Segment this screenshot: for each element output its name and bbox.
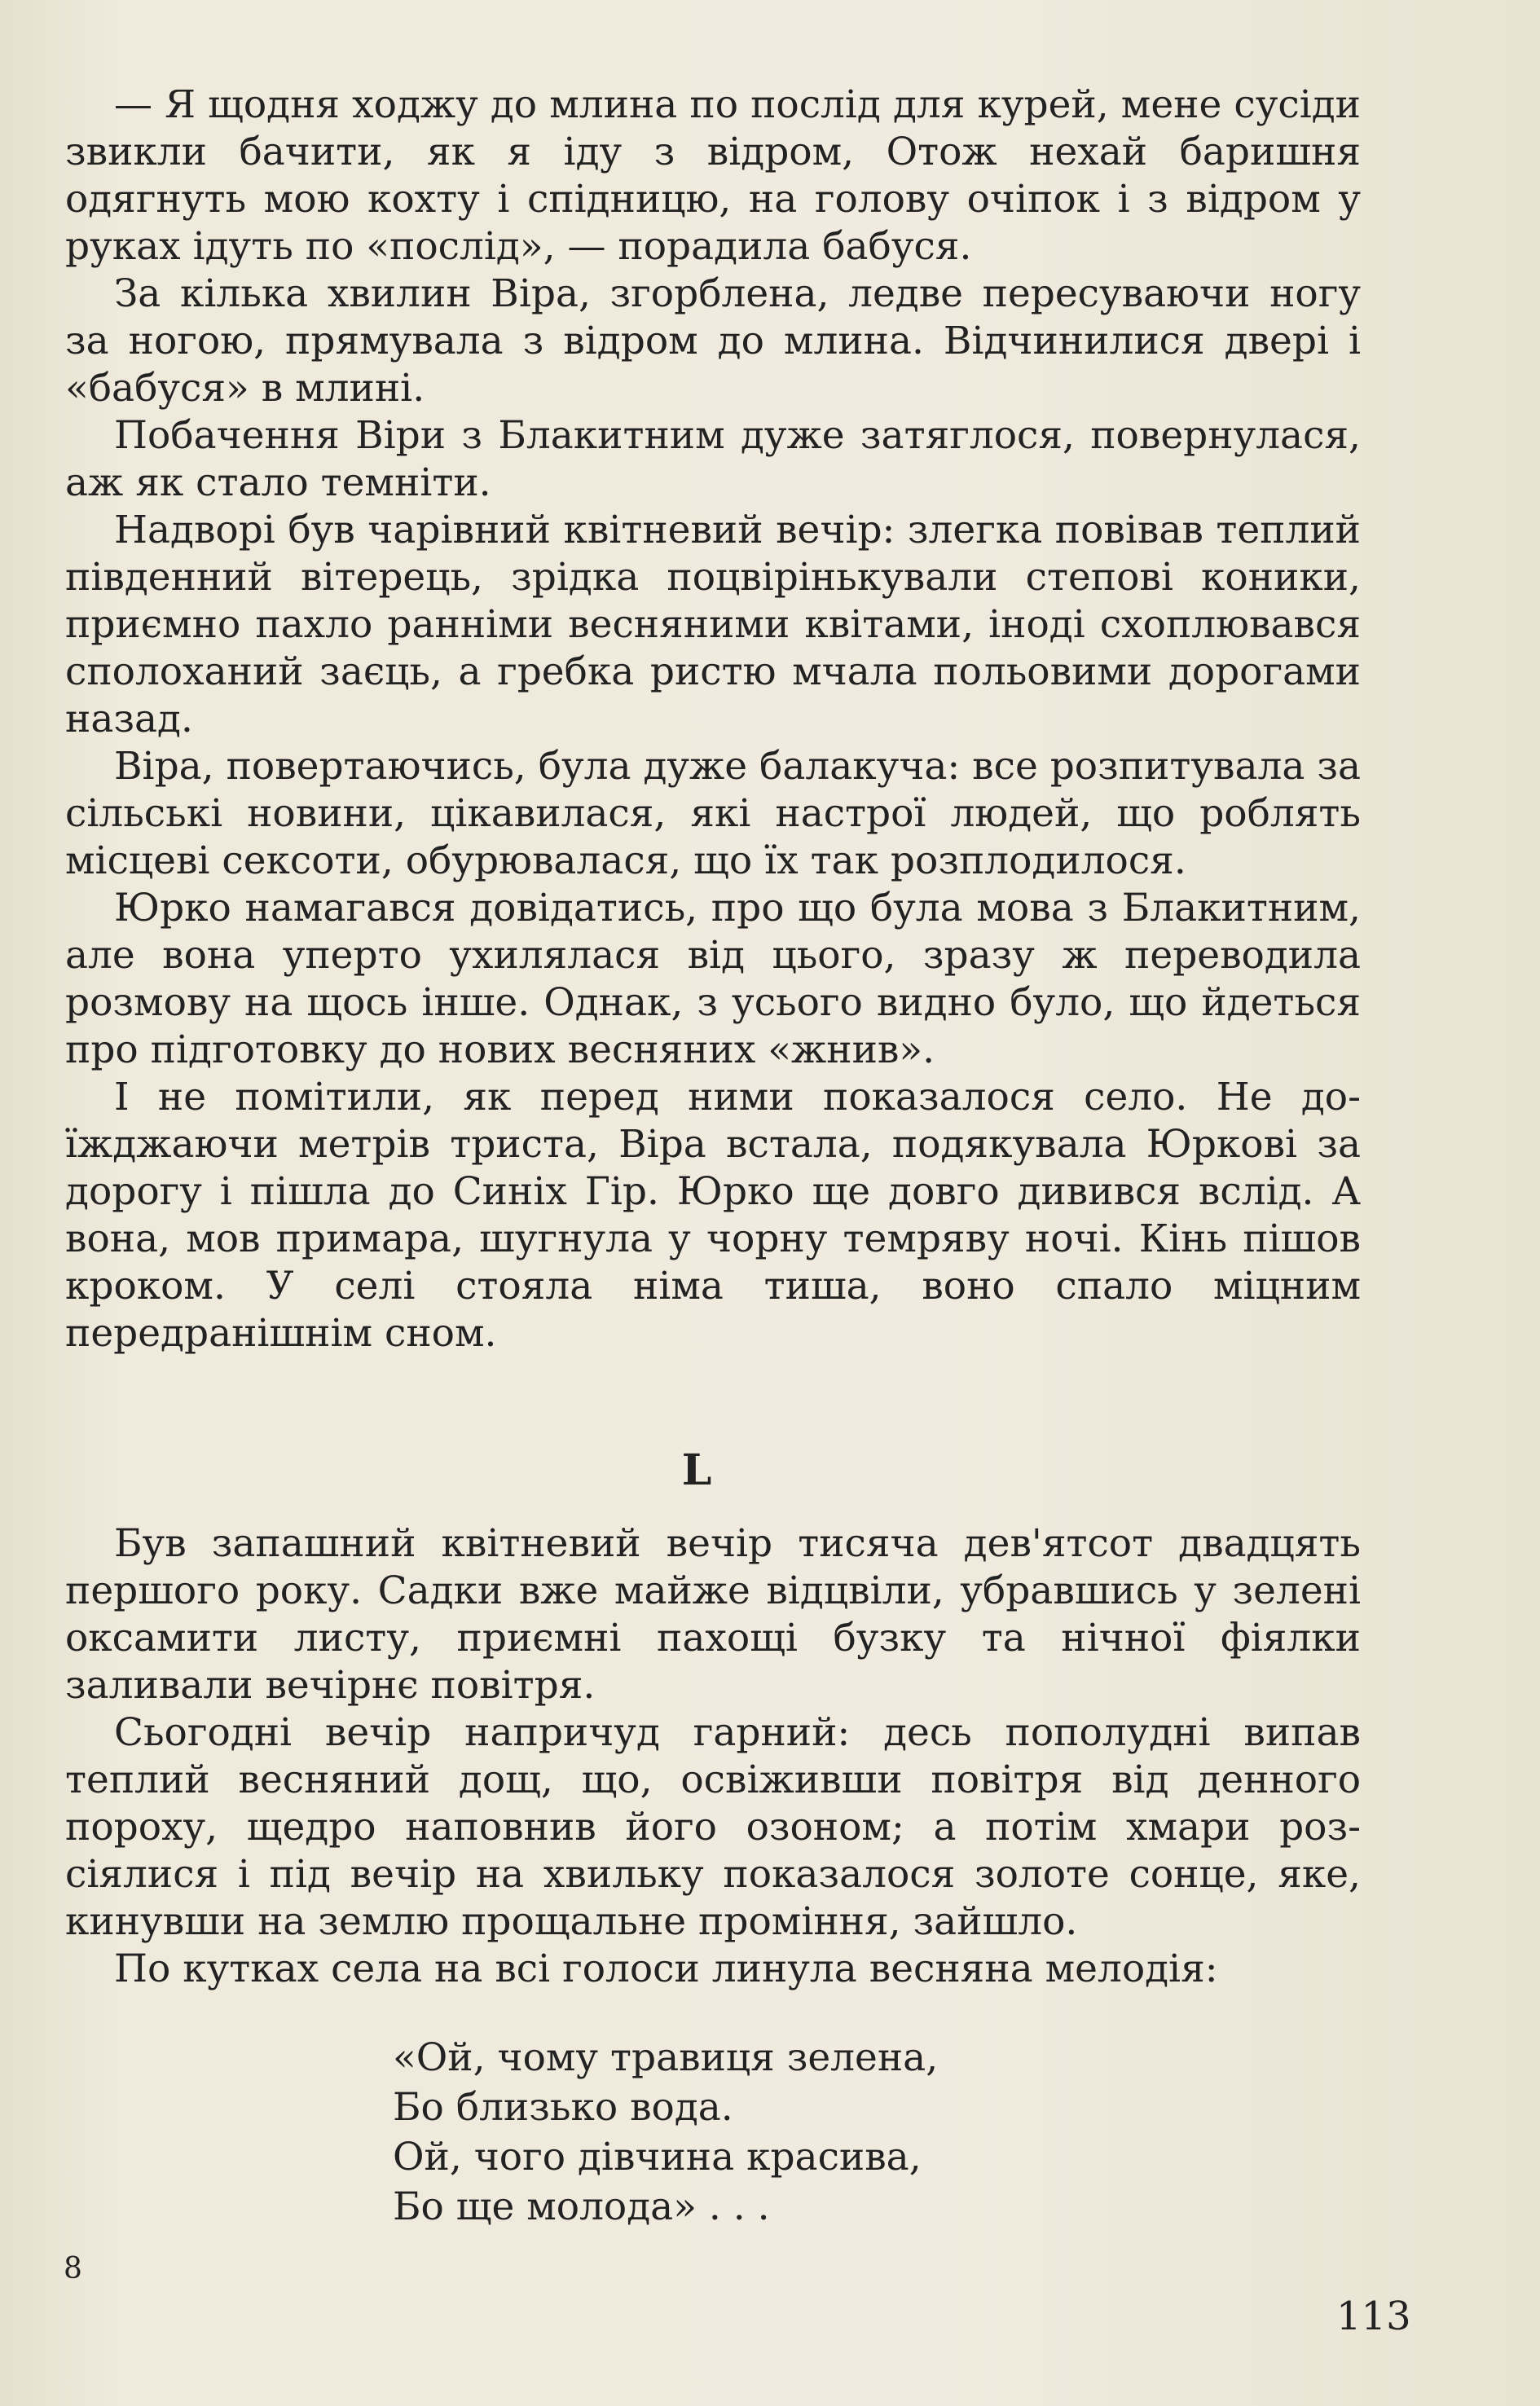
paragraph: Юрко намагався довідатись, про що була мова з Блакитним, але вона уперто ухилялася від цього, зразу ж переводила розмову на щось інше. Однак, з усього видно було, що йдеться про підготовку до нових весняних «жнив». [65, 886, 1361, 1072]
paragraph: За кілька хвилин Віра, згорблена, ледве пересуваючи ногу за ногою, прямувала з відром до млина. Відчинилися двері і «бабуся» в млині. [65, 271, 1361, 411]
paragraph: І не помітили, як перед ними показалося село. Не доїжджаючи метрів триста, Віра встала, подякувала Юркові за дорогу і пішла до Синіх Гір. Юрко ще довго дивився вслід. А вона, мов примара, шугнула у чорну темряву ночі. Кінь пішов кроком. У селі стояла німа тиша, воно спало міцним передранішнім сном. [65, 1075, 1361, 1356]
paragraph: Сьогодні вечір напричуд гарний: десь пополудні випав теплий весняний дощ, що, освіживши повітря від денного пороху, щедро наповнив його озоном; а потім хмари розсіялися і під вечір на хвильку показалося золоте сонце, яке, кинувши на землю прощальне проміння, зайшло. [65, 1710, 1361, 1944]
signature-mark: 8 [64, 2252, 82, 2285]
paragraph: Віра, повертаючись, була дуже балакуча: все розпитувала за сільські новини, цікавилася, які настрої людей, що роблять місцеві сексоти, обурювалася, що їх так розплодилося. [65, 744, 1361, 883]
poem-verse [393, 2033, 938, 2232]
poem-line: Бо ще молода» . . . [393, 2184, 770, 2229]
paragraph: Був запашний квітневий вечір тисяча дев'ятсот двадцять першого року. Садки вже майже відцвіли, убравшись у зелені оксамити листу, приємні пахощі бузку та нічної фіялки заливали вечірнє повітря. [65, 1521, 1361, 1708]
text-block-bottom [65, 1520, 1361, 1993]
poem-line: Бо близько вода. [393, 2085, 733, 2130]
page-number: 113 [1336, 2294, 1411, 2339]
paragraph: Побачення Віри з Блакитним дуже затяглося, повернулася, аж як стало темніти. [65, 413, 1361, 505]
paragraph: — Я щодня ходжу до млина по послід для курей, мене сусіди звикли бачити, як я іду з відром, Отож нехай баришня одягнуть мою кохту і спідницю, на голову очіпок і з відром у руках ідуть по «послід», — порадила бабуся. [65, 82, 1361, 269]
paragraph: По кутках села на всі голоси линула весняна мелодія: [114, 1946, 1218, 1991]
paragraph: Надворі був чарівний квітневий вечір: злегка повівав теплий південний вітерець, зрідка поцвірінькували степові коники, приємно пахло ранніми весняними квітами, іноді схоплювався сполоханий заєць, а гребка ристю мчала польовими дорогами назад. [65, 508, 1361, 741]
text-block-top [65, 81, 1361, 1357]
poem-line: Ой, чого дівчина красива, [393, 2135, 922, 2179]
poem-line: «Ой, чому травиця зелена, [393, 2035, 939, 2080]
chapter-heading: L [681, 1445, 712, 1495]
